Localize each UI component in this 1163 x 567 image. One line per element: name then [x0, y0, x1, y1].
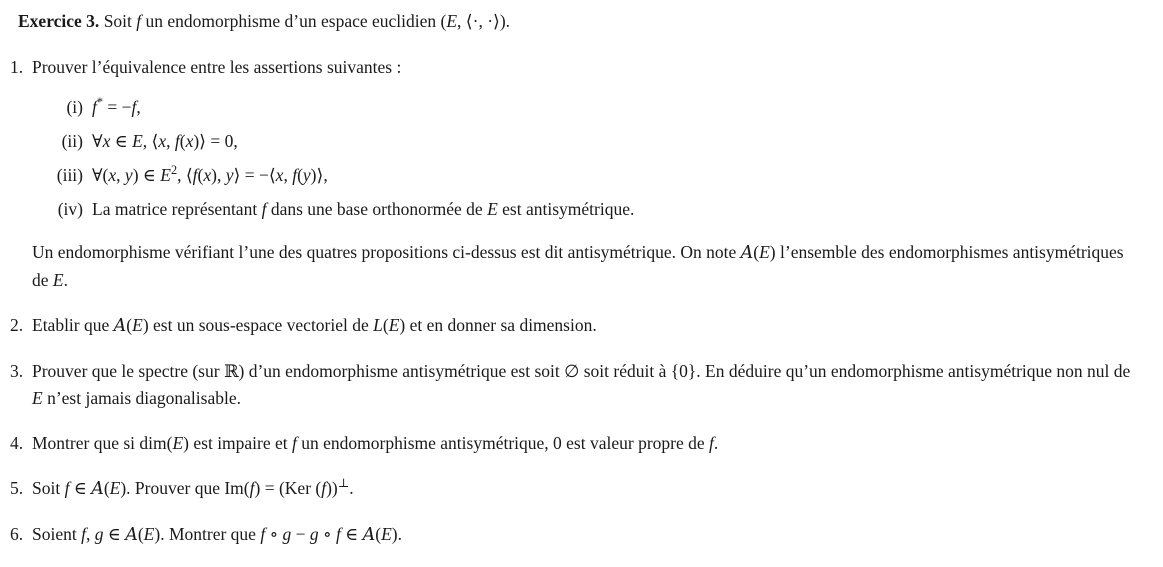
- item-6-text: Soient f, g ∈ A(E). Montrer que f ∘ g − g ∘ f ∈ A(E).: [32, 524, 402, 545]
- item-4-number: 4.: [10, 433, 24, 453]
- item-5-text: Soit f ∈ A(E). Prouver que Im(f) = (Ker (f))⊥.: [32, 476, 354, 499]
- subitem-iv-text: La matrice représentant f dans une base orthonormée de E est antisymétrique.: [92, 199, 635, 219]
- item-4: [10, 430, 1133, 457]
- exercise-intro: [10, 8, 1133, 35]
- subitem-iii-number: (iii): [56, 165, 83, 185]
- exercise-intro-text: Soit f un endomorphisme d’un espace euclidien (E, ⟨·, ·⟩).: [99, 11, 511, 31]
- subitem-iv: [32, 196, 1133, 223]
- subitem-iv-number: (iv): [57, 199, 83, 219]
- subitem-i-text: f* = −f,: [92, 95, 141, 117]
- item-3-number: 3.: [10, 361, 24, 381]
- item-1-number: 1.: [10, 57, 24, 77]
- item-6-body: [32, 521, 1133, 549]
- item-1: [10, 54, 1133, 294]
- subitem-iii: [32, 162, 1133, 189]
- item-3-text: Prouver que le spectre (sur ℝ) d’un endomorphisme antisymétrique est soit ∅ soit réduit à {0}. En déduire qu’un endomorphisme antisymétrique non nul de E n’est jamais diagonalisable.: [32, 361, 1131, 408]
- subitem-ii-number: (ii): [61, 131, 83, 151]
- item-2-body: [32, 312, 1133, 340]
- item-4-text: Montrer que si dim(E) est impaire et f un endomorphisme antisymétrique, 0 est valeur propre de f.: [32, 433, 719, 453]
- item-2: [10, 312, 1133, 340]
- subitem-i-number: (i): [66, 97, 83, 117]
- item-5-number: 5.: [10, 478, 24, 498]
- subitem-iii-text: ∀(x, y) ∈ $E^2$, ⟨f(x), y⟩ = −⟨x, f(y)⟩,: [92, 163, 328, 185]
- item-5-body: [32, 475, 1133, 503]
- subitem-i: [32, 94, 1133, 121]
- item-1-body: [32, 54, 1133, 294]
- item-5: [10, 475, 1133, 503]
- item-6-number: 6.: [10, 524, 24, 544]
- item-3: [10, 358, 1133, 412]
- item-1-note: Un endomorphisme vérifiant l’une des quatres propositions ci-dessus est dit antisymétrique. On note A(E) l’ensemble des endomorphismes antisymétriques de E.: [32, 242, 1124, 290]
- subitem-ii: [32, 128, 1133, 155]
- item-2-text: Etablir que A(E) est un sous-espace vectoriel de L(E) et en donner sa dimension.: [32, 315, 597, 336]
- subitem-ii-text: ∀x ∈ E, ⟨x, f(x)⟩ = 0,: [92, 131, 238, 151]
- item-3-body: [32, 358, 1133, 412]
- item-1-text: Prouver l’équivalence entre les assertions suivantes :: [32, 57, 402, 77]
- item-2-number: 2.: [10, 315, 24, 335]
- item-6: [10, 521, 1133, 549]
- item-1-subitems: [32, 94, 1133, 223]
- item-4-body: [32, 430, 1133, 457]
- exercise-title: Exercice 3.: [18, 11, 100, 31]
